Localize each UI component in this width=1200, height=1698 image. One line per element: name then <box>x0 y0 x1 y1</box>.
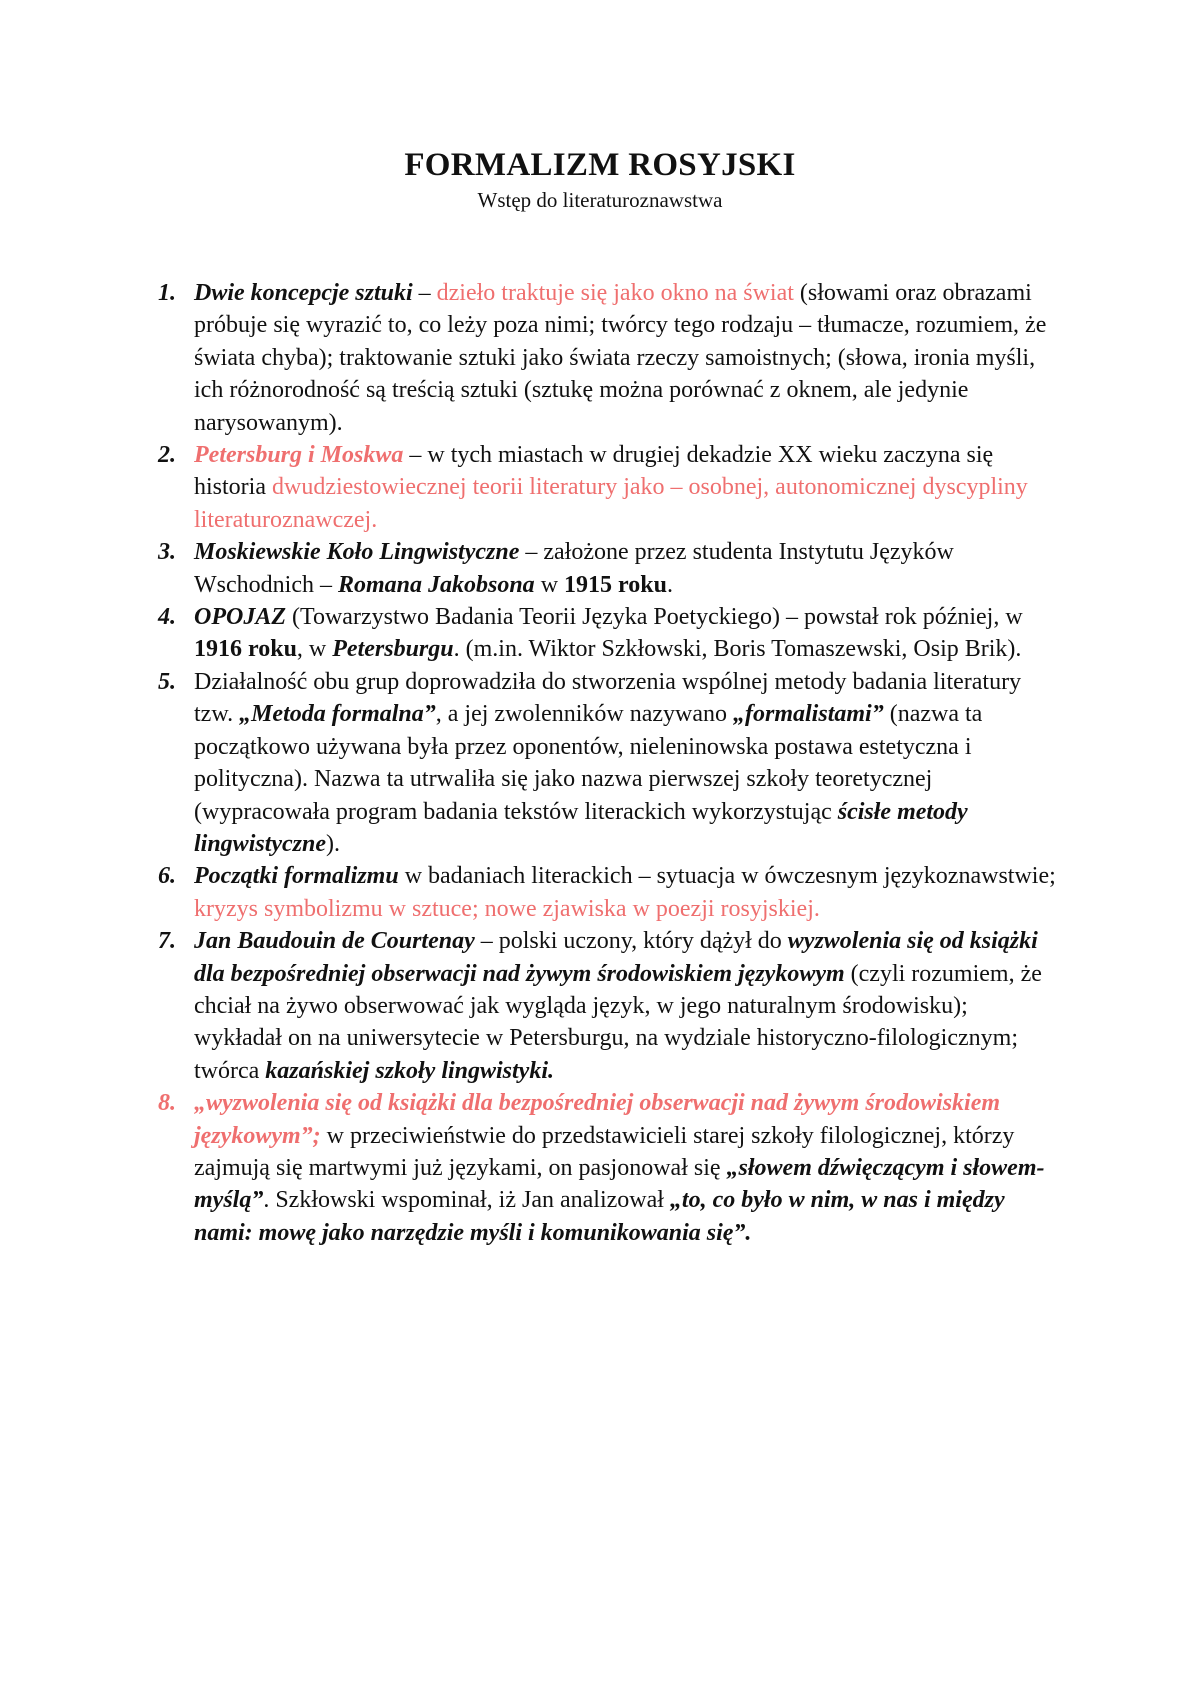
list-item <box>158 860 1058 925</box>
list-item-text: . Szkłowski wspominał, iż Jan analizował <box>263 1187 670 1214</box>
list-item-text: kryzys symbolizmu w sztuce; nowe zjawiska w poezji rosyjskiej. <box>194 895 820 922</box>
list-item <box>158 1087 1058 1249</box>
list-item-text: Moskiewskie Koło Lingwistyczne <box>194 539 520 566</box>
list-item-text: w badaniach literackich – sytuacja w ówczesnym językoznawstwie; <box>398 863 1056 890</box>
list-item-number: 3. <box>158 539 176 566</box>
list-item-text: „formalistami” <box>733 701 884 728</box>
list-item-text: . (m.in. Wiktor Szkłowski, Boris Tomaszewski, Osip Brik). <box>453 636 1022 663</box>
list-item-text: 1916 roku <box>194 636 297 663</box>
list-item-text: Działalność obu grup doprowadziła do stworzenia wspólnej metody badania literatury tzw. <box>194 668 1022 728</box>
list-item-text: – polski uczony, który dążył do <box>474 928 788 955</box>
list-item-text: – <box>412 280 437 306</box>
list-item-text: „słowem dźwięczącym i słowem-myślą” <box>194 1154 1045 1214</box>
list-item-number: 2. <box>158 442 176 469</box>
list-item <box>158 666 1058 860</box>
list-item-text: „wyzwolenia się od książki dla bezpośredniej obserwacji nad żywym środowiskiem językowym”; <box>194 1090 1001 1149</box>
list-item-text: (czyli rozumiem, że chciał na żywo obserwować jak wygląda język, w jego naturalnym środowisku); wykładał on na uniwersytecie w Petersburgu, na wydziale historyczno-filologicznym; twórca <box>194 960 1042 1084</box>
list-item-text: – założone przez studenta Instytutu Języków Wschodnich – <box>194 539 954 598</box>
list-item-text: – w tych miastach w drugiej dekadzie XX wieku zaczyna się historia <box>194 442 994 501</box>
list-item-number: 7. <box>158 928 176 955</box>
list-item-text: 1915 roku <box>564 571 667 598</box>
list-item-text: Petersburgu <box>332 636 454 663</box>
numbered-list <box>158 277 1058 1249</box>
list-item-number: 6. <box>158 863 176 890</box>
list-item-number: 8. <box>158 1090 176 1117</box>
list-item-text: ścisłe metody lingwistyczne <box>194 798 968 857</box>
list-item <box>158 277 1058 439</box>
list-item-text: Jan Baudouin de Courtenay <box>194 928 475 955</box>
list-item-text: (słowami oraz obrazami próbuje się wyrazić to, co leży poza nimi; twórcy tego rodzaju – tłumacze, rozumiem, że świata chyba); traktowanie sztuki jako świata rzeczy samoistnych; (słowa, ironia myśli, ich różnorodność są treścią sztuki (sztukę można porównać z oknem, ale jedynie narysowanym). <box>194 280 1047 436</box>
list-item <box>158 439 1058 536</box>
list-item-text: ). <box>326 830 341 857</box>
list-item-text: Dwie koncepcje sztuki <box>194 280 413 306</box>
list-item-text: dzieło traktuje się jako okno na świat <box>436 280 794 306</box>
list-item-text: (nazwa ta początkowo używana była przez oponentów, nieleninowska postawa estetyczna i polityczna). Nazwa ta utrwaliła się jako nazwa pierwszej szkoły teoretycznej (wypracowała program badania tekstów literackich wykorzystując <box>194 701 983 825</box>
document-subtitle: Wstęp do literaturoznawstwa <box>477 188 723 212</box>
list-item <box>158 925 1058 1087</box>
list-item-text: (Towarzystwo Badania Teorii Języka Poetyckiego) – powstał rok później, w <box>286 604 1023 631</box>
list-item <box>158 601 1058 666</box>
document-title: FORMALIZM ROSYJSKI <box>404 147 796 183</box>
list-item-text: , a jej zwolenników nazywano <box>435 701 734 728</box>
list-item-text: , w <box>296 636 333 663</box>
list-item-text: Romana Jakobsona <box>337 571 535 598</box>
list-item-text: . <box>666 571 673 598</box>
list-item-number: 1. <box>158 280 176 306</box>
list-item-text: kazańskiej szkoły lingwistyki. <box>265 1057 554 1084</box>
list-item-text: dwudziestowiecznej teorii literatury jako – osobnej, autonomicznej dyscypliny literaturoznawczej. <box>194 474 1028 533</box>
list-item-number: 5. <box>158 668 176 695</box>
list-item-text: w przeciwieństwie do przedstawicieli starej szkoły filologicznej, którzy zajmują się martwymi już językami, on pasjonował się <box>194 1122 1015 1181</box>
list-item-text: w <box>534 571 565 598</box>
list-item-number: 4. <box>158 604 176 631</box>
list-item-text: „Metoda formalna” <box>239 701 436 728</box>
list-item <box>158 536 1058 601</box>
list-item-text: wyzwolenia się od książki dla bezpośredniej obserwacji nad żywym środowiskiem językowym <box>194 928 1038 987</box>
list-item-text: Początki formalizmu <box>194 863 399 890</box>
list-item-text: OPOJAZ <box>194 604 286 631</box>
list-item-text: „to, co było w nim, w nas i między nami: mowę jako narzędzie myśli i komunikowania się”. <box>194 1187 1005 1246</box>
list-item-text: Petersburg i Moskwa <box>194 442 404 469</box>
